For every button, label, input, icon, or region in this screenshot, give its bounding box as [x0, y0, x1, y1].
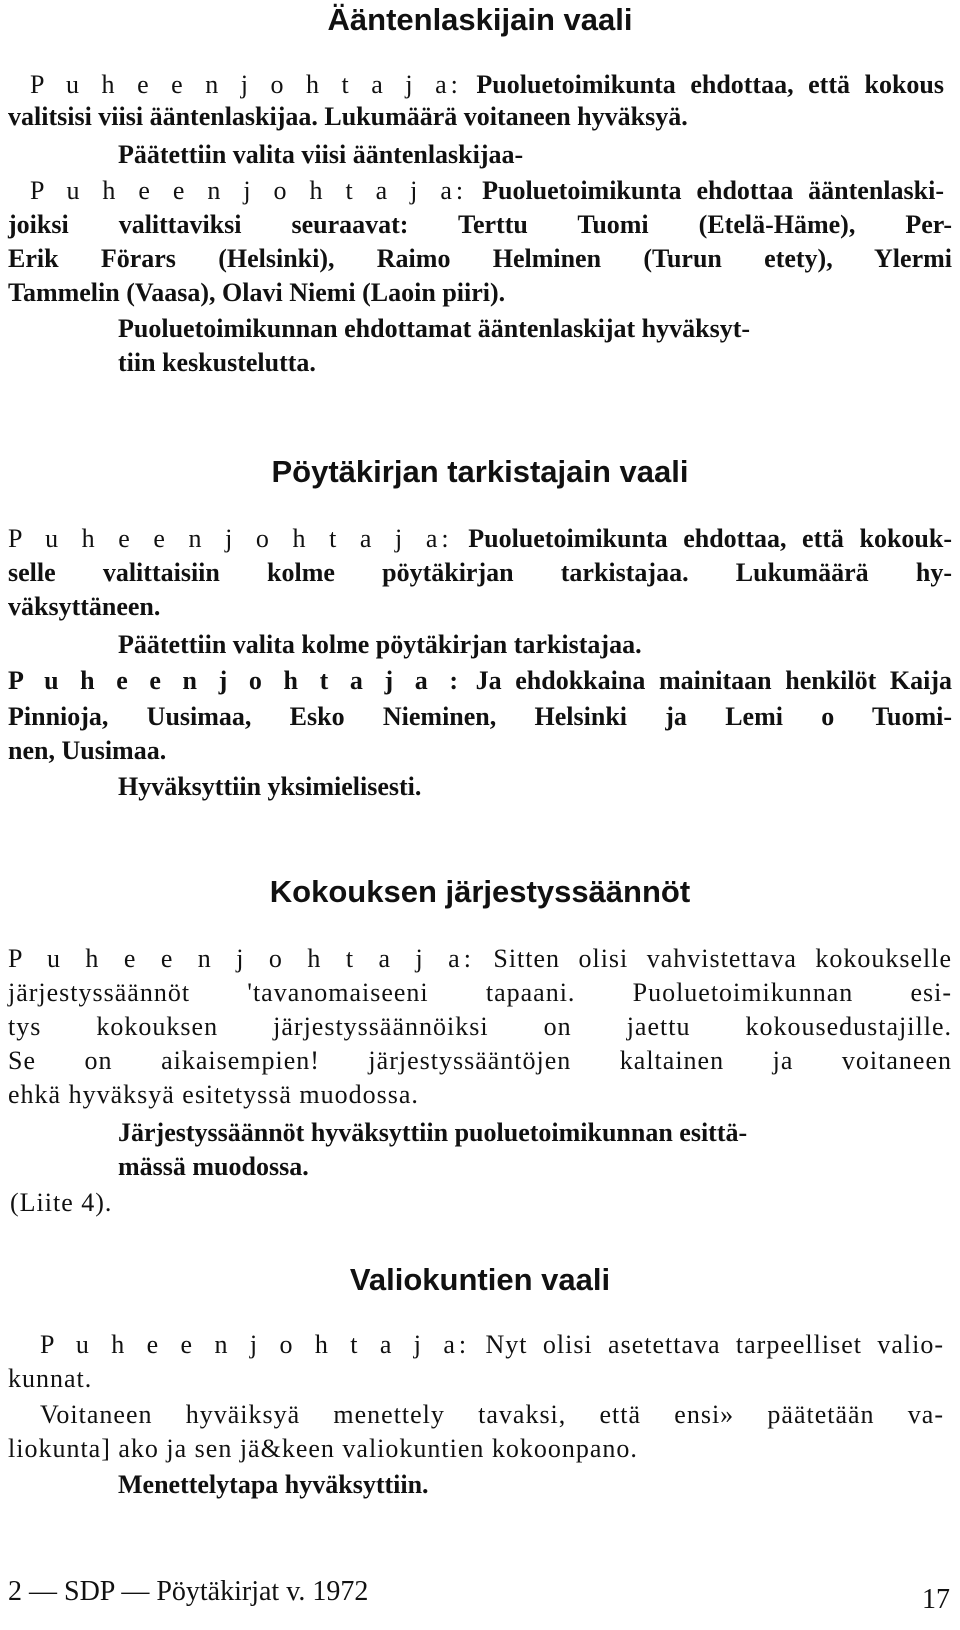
paragraph-line: ehkä hyväksyä esitetyssä muodossa. [8, 1080, 419, 1109]
paragraph-line: Erik Förars (Helsinki), Raimo Helminen (Turun etety), Ylermi [8, 244, 952, 273]
speaker-label: P u h e e n j o h t a j a: [30, 176, 468, 205]
paragraph-line: P u h e e n j o h t a j a: Nyt olisi asetettava tarpeelliset valio- [40, 1330, 944, 1359]
decision-line: Puoluetoimikunnan ehdottamat ääntenlaskijat hyväksyt- [118, 314, 751, 343]
section-heading-valiokunnat: Valiokuntien vaali [349, 1262, 611, 1297]
page-number: 17 [922, 1584, 950, 1615]
decision-line: tiin keskustelutta. [118, 348, 316, 377]
decision-line: mässä muodossa. [118, 1152, 309, 1181]
paragraph-line: liokunta] ako ja sen jä&keen valiokuntien kokoonpano. [8, 1434, 638, 1463]
paragraph-line: P u h e e n j o h t a j a : Ja ehdokkaina mainitaan henkilöt Kaija [8, 666, 952, 695]
paragraph-line: Se on aikaisempien! järjestyssääntöjen kaltainen ja voitaneen [8, 1046, 952, 1075]
paragraph-line: Pinnioja, Uusimaa, Esko Nieminen, Helsinki ja Lemi o Tuomi- [8, 702, 952, 731]
paragraph-line: Voitaneen hyväiksyä menettely tavaksi, että ensi» päätetään va- [40, 1400, 944, 1429]
paragraph-line: P u h e e n j o h t a j a: Puoluetoimikunta ehdottaa, että kokous [30, 70, 944, 99]
paragraph-line: järjestyssäännöt 'tavanomaiseeni tapaani. Puoluetoimikunnan esi- [8, 978, 952, 1007]
decision-line: Hyväksyttiin yksimielisesti. [118, 772, 422, 801]
paragraph-line: P u h e e n j o h t a j a: Puoluetoimikunta ehdottaa ääntenlaski- [30, 176, 944, 205]
section-heading-jarjestyssaannot: Kokouksen järjestyssäännöt [269, 874, 691, 909]
speaker-label: P u h e e n j o h t a j a: [8, 944, 475, 973]
speaker-label: P u h e e n j o h t a j a: [30, 70, 462, 99]
paragraph-line: P u h e e n j o h t a j a: Puoluetoimikunta ehdottaa, että kokouk- [8, 524, 952, 553]
paragraph-line: väksyttäneen. [8, 592, 161, 621]
paragraph-line: Tammelin (Vaasa), Olavi Niemi (Laoin piiri). [8, 278, 506, 307]
paragraph-line: valitsisi viisi ääntenlaskijaa. Lukumäärä voitaneen hyväksyä. [8, 102, 688, 131]
decision-line: Päätettiin valita viisi ääntenlaskijaa- [118, 140, 524, 169]
speaker-label: P u h e e n j o h t a j a : [8, 666, 463, 695]
paragraph-line: joiksi valittaviksi seuraavat: Terttu Tuomi (Etelä-Häme), Per- [8, 210, 952, 239]
decision-line: Menettelytapa hyväksyttiin. [118, 1470, 429, 1499]
page-footer-source: 2 — SDP — Pöytäkirjat v. 1972 [8, 1576, 369, 1607]
paragraph-line: kunnat. [8, 1364, 93, 1393]
speaker-label: P u h e e n j o h t a j a: [40, 1330, 471, 1359]
decision-line: Päätettiin valita kolme pöytäkirjan tarkistajaa. [118, 630, 642, 659]
section-heading-aantenlaskijat: Ääntenlaskijain vaali [327, 2, 633, 37]
appendix-reference: (Liite 4). [10, 1188, 113, 1217]
paragraph-line: tys kokouksen järjestyssäännöiksi on jaettu kokousedustajille. [8, 1012, 952, 1041]
paragraph-line: selle valittaisiin kolme pöytäkirjan tarkistajaa. Lukumäärä hy- [8, 558, 952, 587]
decision-line: Järjestyssäännöt hyväksyttiin puoluetoimikunnan esittä- [118, 1118, 748, 1147]
paragraph-line: P u h e e n j o h t a j a: Sitten olisi vahvistettava kokoukselle [8, 944, 952, 973]
speaker-label: P u h e e n j o h t a j a: [8, 524, 453, 553]
paragraph-line: nen, Uusimaa. [8, 736, 167, 765]
section-heading-poytakirjan-tarkistajat: Pöytäkirjan tarkistajain vaali [271, 454, 689, 489]
